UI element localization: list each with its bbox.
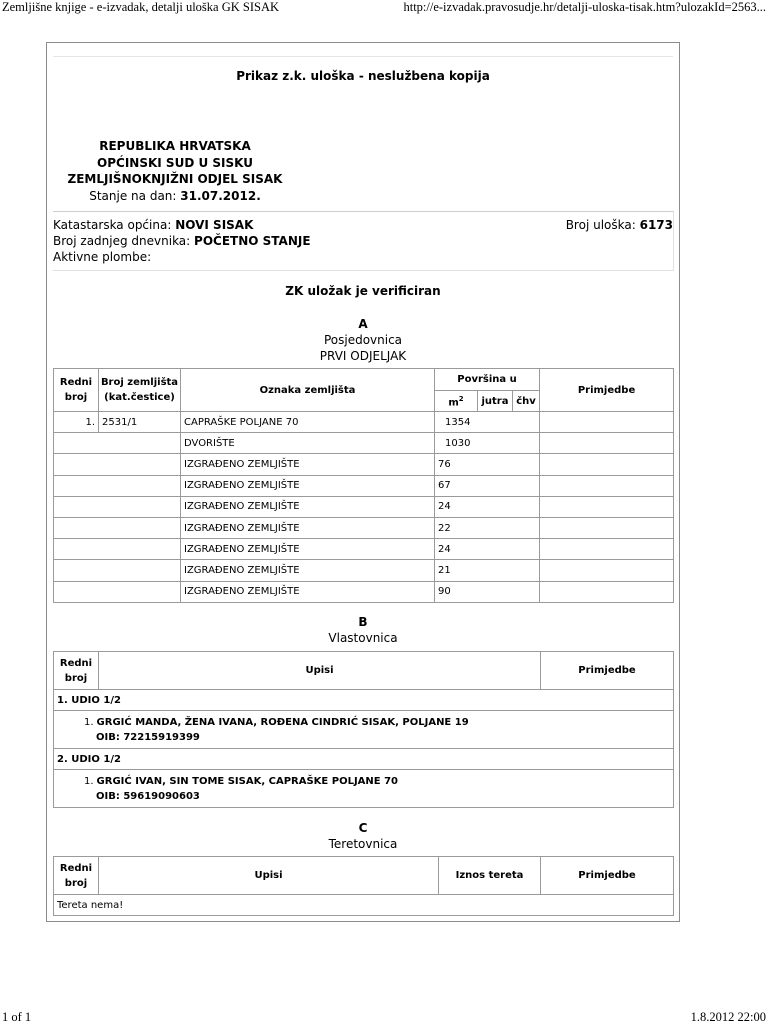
plot-notes [540, 581, 674, 602]
plot-label: CAPRAŠKE POLJANE 70 [181, 412, 435, 433]
row-empty [54, 496, 181, 517]
plot-notes [540, 496, 674, 517]
owner-entry [54, 770, 674, 808]
insert-number: 6173 [639, 218, 673, 232]
plot-notes [540, 412, 674, 433]
col-notes: Primjedbe [541, 857, 674, 895]
row-empty [54, 433, 181, 454]
table-row [54, 560, 674, 581]
owner-name: GRGIĆ MANDA, ŽENA IVANA, ROĐENA CINDRIĆ SISAK, POLJANE 19 [96, 716, 469, 728]
insert-label: Broj uloška: [565, 218, 636, 232]
section-a-subtitle: PRVI ODJELJAK [319, 349, 407, 363]
col-entries: Upisi [99, 652, 541, 690]
municipality-line [53, 218, 253, 232]
encumbrance-table [53, 856, 674, 916]
col-redni-broj: Redni broj [54, 857, 99, 895]
insert-number-line [566, 218, 673, 232]
plot-area: 90 [435, 581, 540, 602]
plot-notes [540, 433, 674, 454]
col-redni-broj: Redni broj [54, 369, 99, 412]
table-row [54, 412, 674, 433]
section-a-letter: A [358, 317, 368, 331]
row-empty [54, 517, 181, 538]
court-line-3: ZEMLJIŠNOKNJIŽNI ODJEL SISAK [67, 172, 283, 186]
section-c-letter: C [358, 821, 368, 835]
diary-label: Broj zadnjeg dnevnika: [53, 234, 191, 248]
print-header [0, 0, 768, 16]
ownership-table [53, 651, 674, 808]
owner-name: GRGIĆ IVAN, SIN TOME SISAK, CAPRAŠKE POLJANE 70 [96, 775, 398, 787]
municipality-value: NOVI SISAK [175, 218, 254, 232]
verified-status: ZK uložak je verificiran [285, 284, 441, 298]
row-number: 1. [54, 412, 99, 433]
plot-area: 24 [435, 496, 540, 517]
share-label: 2. UDIO 1/2 [54, 749, 674, 770]
row-empty [54, 581, 181, 602]
owner-entry [54, 711, 674, 749]
possession-table [53, 368, 674, 603]
col-entries: Upisi [99, 857, 439, 895]
table-row [54, 475, 674, 496]
plot-label: IZGRAĐENO ZEMLJIŠTE [181, 517, 435, 538]
plot-area: 22 [435, 517, 540, 538]
col-notes: Primjedbe [541, 652, 674, 690]
print-datetime: 1.8.2012 22:00 [690, 1010, 766, 1024]
court-line-1: REPUBLIKA HRVATSKA [99, 139, 251, 153]
table-row [54, 895, 674, 916]
court-line-2: OPĆINSKI SUD U SISKU [97, 155, 253, 170]
section-a-name: Posjedovnica [323, 333, 403, 347]
owner-number: 1. [84, 775, 94, 787]
row-empty [54, 454, 181, 475]
table-row [54, 454, 674, 475]
state-label: Stanje na dan: [89, 188, 177, 203]
diary-value: POČETNO STANJE [194, 234, 311, 248]
col-plot-number: Broj zemljišta (kat.čestice) [99, 369, 181, 412]
plot-area: 24 [435, 539, 540, 560]
share-label: 1. UDIO 1/2 [54, 690, 674, 711]
section-b-letter: B [358, 615, 368, 629]
col-jutra: jutra [478, 391, 513, 412]
row-empty [54, 539, 181, 560]
plot-label: IZGRAĐENO ZEMLJIŠTE [181, 475, 435, 496]
col-redni-broj: Redni broj [54, 652, 99, 690]
plot-label: DVORIŠTE [181, 433, 435, 454]
col-plot-label: Oznaka zemljišta [181, 369, 435, 412]
col-area: Površina u [435, 369, 540, 391]
table-row [54, 581, 674, 602]
owner-row [54, 711, 674, 749]
plot-label: IZGRAĐENO ZEMLJIŠTE [181, 496, 435, 517]
owner-oib: OIB: 59619090603 [96, 790, 200, 802]
col-m2: $m^2$ [435, 391, 478, 412]
municipality-label: Katastarska općina: [53, 218, 172, 232]
seals-line [53, 250, 151, 264]
col-notes: Primjedbe [540, 369, 674, 412]
plot-label: IZGRAĐENO ZEMLJIŠTE [181, 539, 435, 560]
plot-notes [540, 539, 674, 560]
col-chv: čhv [513, 391, 540, 412]
section-b-name: Vlastovnica [328, 631, 398, 645]
owner-number: 1. [84, 716, 94, 728]
plot-notes [540, 517, 674, 538]
print-footer [0, 1010, 768, 1024]
insert-info-box [53, 211, 674, 271]
state-date: 31.07.2012. [180, 188, 261, 203]
table-row [54, 496, 674, 517]
share-row [54, 690, 674, 711]
owner-oib: OIB: 72215919399 [96, 731, 200, 743]
plot-notes [540, 560, 674, 581]
plot-notes [540, 475, 674, 496]
table-row [54, 539, 674, 560]
plot-area: 1354 [435, 412, 540, 433]
section-c-name: Teretovnica [328, 837, 398, 851]
plot-area: 67 [435, 475, 540, 496]
table-row [54, 433, 674, 454]
table-row [54, 517, 674, 538]
plot-area: 21 [435, 560, 540, 581]
col-amount: Iznos tereta [439, 857, 541, 895]
plot-notes [540, 454, 674, 475]
print-page-title: Zemljišne knjige - e-izvadak, detalji uloška GK SISAK [2, 0, 280, 14]
row-empty [54, 560, 181, 581]
state-date-line [55, 188, 295, 205]
plot-number: 2531/1 [99, 412, 181, 433]
plot-label: IZGRAĐENO ZEMLJIŠTE [181, 581, 435, 602]
no-encumbrance: Tereta nema! [54, 895, 674, 916]
share-row [54, 749, 674, 770]
diary-line [53, 234, 311, 248]
plot-label: IZGRAĐENO ZEMLJIŠTE [181, 560, 435, 581]
row-empty [54, 475, 181, 496]
print-url[interactable]: http://e-izvadak.pravosudje.hr/detalji-uloska-tisak.htm?ulozakId=2563... [403, 0, 766, 14]
court-block [55, 138, 295, 204]
page-count: 1 of 1 [2, 1010, 32, 1024]
plot-area: 1030 [435, 433, 540, 454]
plot-label: IZGRAĐENO ZEMLJIŠTE [181, 454, 435, 475]
seals-label: Aktivne plombe: [53, 250, 152, 264]
owner-row [54, 770, 674, 808]
document-title: Prikaz z.k. uloška - neslužbena kopija [53, 56, 673, 94]
plot-area: 76 [435, 454, 540, 475]
